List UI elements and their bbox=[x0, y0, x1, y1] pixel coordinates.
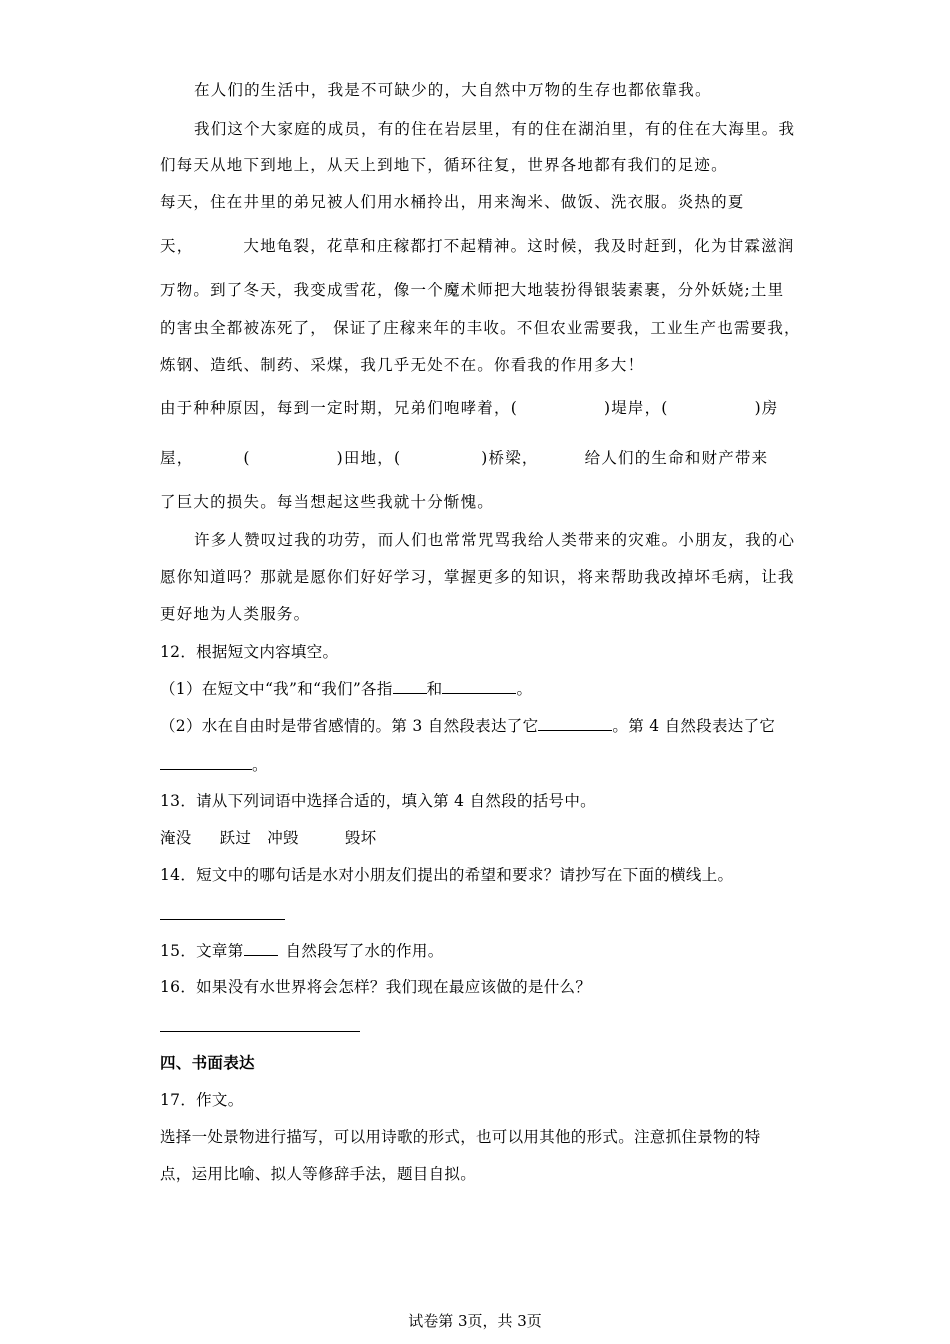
text-segment: )田地，( bbox=[336, 449, 402, 467]
section-title: 四、书面表达 bbox=[160, 1053, 255, 1072]
passage-paragraph-5-line-2: 愿你知道吗？那就是愿你们好好学习，掌握更多的知识，将来帮助我改掉坏毛病，让我 bbox=[160, 568, 795, 586]
question-13-word-options bbox=[160, 828, 376, 848]
passage-paragraph-4-line-2 bbox=[160, 448, 768, 468]
answer-blank[interactable] bbox=[538, 716, 612, 731]
passage-paragraph-3-line-4: 的害虫全都被冻死了， 保证了庄稼来年的丰收。不但农业需要我，工业生产也需要我， bbox=[160, 319, 801, 337]
passage-paragraph-2-line-1: 我们这个大家庭的成员，有的住在岩层里，有的住在湖泊里，有的住在大海里。我 bbox=[194, 120, 796, 138]
answer-blank[interactable] bbox=[442, 679, 516, 694]
answer-blank[interactable] bbox=[393, 679, 427, 694]
text-segment: 。 bbox=[252, 756, 268, 774]
question-14-answer-line[interactable] bbox=[160, 919, 285, 920]
text-segment: 自然段写了水的作用。 bbox=[285, 942, 444, 960]
question-16-answer-line[interactable] bbox=[160, 1031, 360, 1032]
question-17-instruction-line-2: 点，运用比喻、拟人等修辞手法，题目自拟。 bbox=[160, 1165, 477, 1183]
answer-blank[interactable] bbox=[244, 941, 278, 956]
word-option: 跃过 bbox=[219, 829, 252, 847]
text-segment: )堤岸，( bbox=[603, 399, 669, 417]
passage-paragraph-4-line-1 bbox=[160, 398, 779, 418]
question-12-2-continued bbox=[160, 755, 268, 775]
passage-paragraph-5-line-3: 更好地为人类服务。 bbox=[160, 605, 311, 623]
passage-paragraph-2-line-2: 们每天从地下到地上，从天上到地下，循环往复，世界各地都有我们的足迹。 bbox=[160, 156, 728, 174]
question-12-1 bbox=[160, 679, 532, 699]
passage-paragraph-1: 在人们的生活中，我是不可缺少的，大自然中万物的生存也都依靠我。 bbox=[194, 81, 712, 99]
text-segment: 给人们的生命和财产带来 bbox=[584, 449, 769, 467]
text-segment: 天， bbox=[160, 237, 194, 255]
text-segment: 由于种种原因，每到一定时期，兄弟们咆哮着，( bbox=[160, 399, 518, 417]
word-option: 毁坏 bbox=[344, 829, 377, 847]
text-segment: （2）水在自由时是带省感情的。第 3 自然段表达了它 bbox=[160, 717, 539, 735]
question-15 bbox=[160, 941, 444, 961]
question-17: 17．作文。 bbox=[160, 1091, 244, 1109]
question-14: 14．短文中的哪句话是水对小朋友们提出的希望和要求？请抄写在下面的横线上。 bbox=[160, 866, 734, 884]
passage-paragraph-3-line-3: 万物。到了冬天，我变成雪花，像一个魔术师把大地装扮得银装素裹，分外妖娆;土里 bbox=[160, 281, 785, 299]
question-12-2 bbox=[160, 716, 775, 736]
passage-paragraph-5-line-1: 许多人赞叹过我的功劳，而人们也常常咒骂我给人类带来的灾难。小朋友，我的心 bbox=[194, 531, 796, 549]
passage-paragraph-3-line-5: 炼钢、造纸、制药、采煤，我几乎无处不在。你看我的作用多大！ bbox=[160, 356, 645, 374]
text-segment: ( bbox=[243, 449, 251, 467]
question-17-instruction-line-1: 选择一处景物进行描写，可以用诗歌的形式，也可以用其他的形式。注意抓住景物的特 bbox=[160, 1128, 761, 1146]
text-segment: )桥梁， bbox=[481, 449, 539, 467]
text-segment: 屋， bbox=[160, 449, 194, 467]
text-segment: 。第 4 自然段表达了它 bbox=[612, 717, 776, 735]
question-12: 12．根据短文内容填空。 bbox=[160, 643, 339, 661]
text-segment: 15．文章第 bbox=[160, 942, 244, 960]
answer-blank[interactable] bbox=[160, 755, 252, 770]
text-segment: 和 bbox=[426, 680, 443, 698]
question-13: 13．请从下列词语中选择合适的，填入第 4 自然段的括号中。 bbox=[160, 792, 596, 810]
passage-paragraph-3-line-2 bbox=[160, 236, 795, 256]
question-16: 16．如果没有水世界将会怎样？我们现在最应该做的是什么？ bbox=[160, 978, 592, 996]
text-segment: 。 bbox=[516, 680, 533, 698]
word-option: 冲毁 bbox=[267, 829, 299, 847]
page-footer: 试卷第 3页，共 3页 bbox=[408, 1312, 542, 1330]
passage-paragraph-4-line-3: 了巨大的损失。每当想起这些我就十分惭愧。 bbox=[160, 493, 495, 511]
text-segment: （1）在短文中“我”和“我们”各指 bbox=[160, 680, 393, 698]
text-segment: 大地龟裂，花草和庄稼都打不起精神。这时候，我及时赶到，化为甘霖滋润 bbox=[243, 237, 795, 255]
passage-paragraph-3-line-1: 每天，住在井里的弟兄被人们用水桶拎出，用来淘米、做饭、洗衣服。炎热的夏 bbox=[160, 193, 745, 211]
text-segment: )房 bbox=[754, 399, 779, 417]
word-option: 淹没 bbox=[160, 829, 192, 847]
